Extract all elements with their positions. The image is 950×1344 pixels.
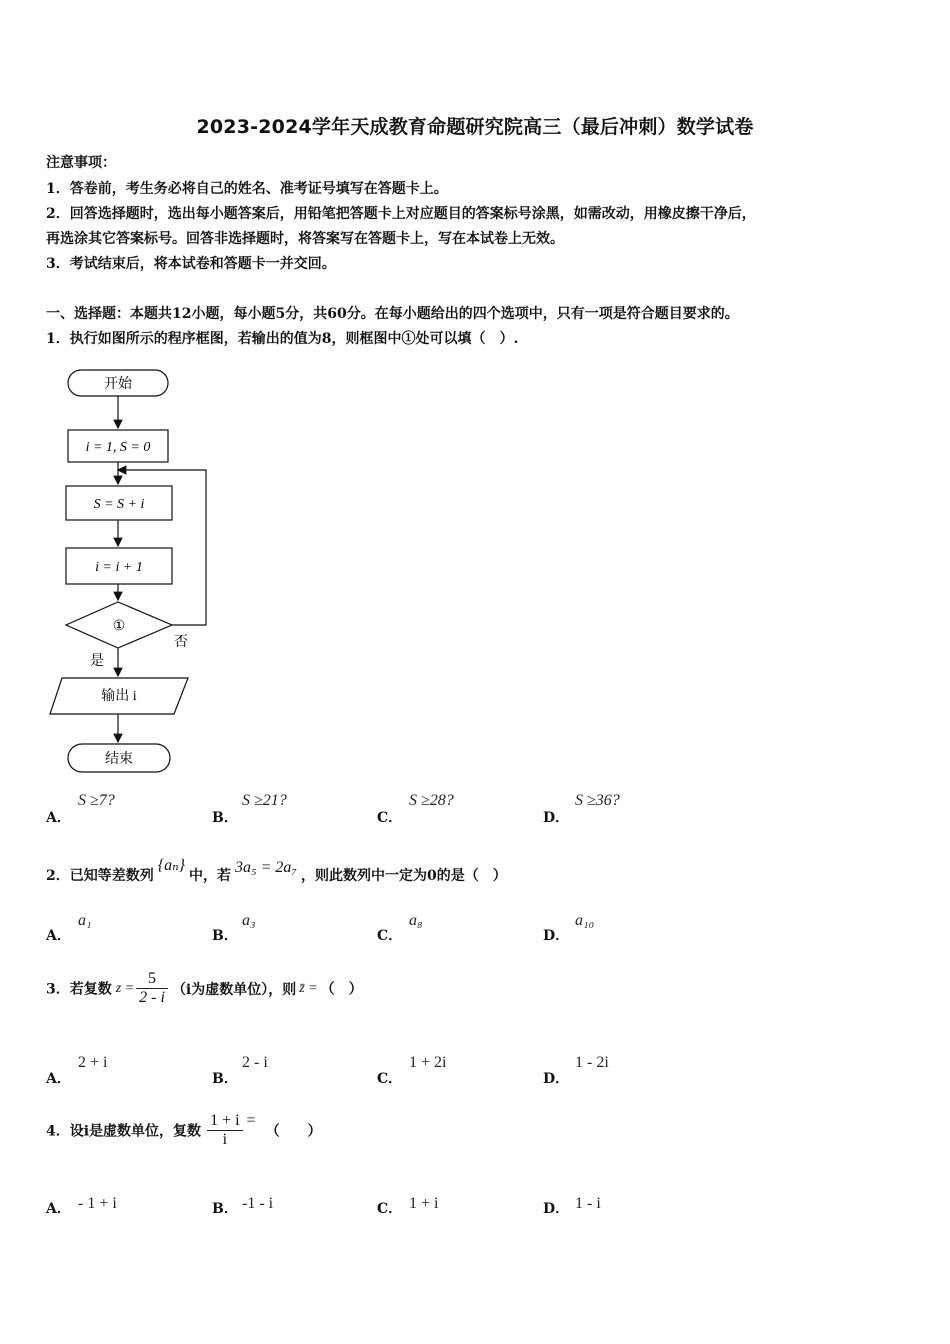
flow-step-sum-label: S = S + i <box>93 497 145 512</box>
flow-no-label: 否 <box>174 635 188 650</box>
q4-fraction: $\frac{1 + i}{i}$ <box>207 1112 242 1149</box>
q4-option-d-value: 1 - i <box>575 1195 601 1212</box>
q2-option-b-value: a₃ <box>242 912 256 929</box>
q4-option-b-label[interactable]: B． <box>212 1201 238 1217</box>
q1-option-c-value: S ≥28? <box>409 792 454 809</box>
q2-option-a-value: a₁ <box>78 912 92 929</box>
q4-option-b-value: -1 - i <box>242 1195 274 1212</box>
q4-option-c-label[interactable]: C． <box>377 1201 403 1217</box>
page-title: 2023-2024学年天成教育命题研究院高三（最后冲刺）数学试卷 <box>196 116 754 138</box>
notice-heading: 注意事项： <box>46 155 116 171</box>
flow-init-label: i = 1, S = 0 <box>85 440 151 455</box>
notice-item: 3．考试结束后，将本试卷和答题卡一并交回。 <box>46 256 336 272</box>
flow-end-label: 结束 <box>105 752 133 767</box>
notice-item: 1．答卷前，考生务必将自己的姓名、准考证号填写在答题卡上。 <box>46 181 448 197</box>
q3-option-c-label[interactable]: C． <box>377 1071 403 1087</box>
q3-option-b-label[interactable]: B． <box>212 1071 238 1087</box>
q3-option-a-label[interactable]: A． <box>46 1071 71 1087</box>
q2-option-d-value: a₁₀ <box>575 912 595 929</box>
flow-step-inc-label: i = i + 1 <box>95 560 143 575</box>
q3-option-b-value: 2 - i <box>242 1054 268 1071</box>
question-4-stem: 4．设i是虚数单位，复数 $\frac{1 + i}{i}$ =（ ） <box>46 1112 322 1148</box>
q2-option-d-label[interactable]: D． <box>543 928 570 944</box>
q1-option-c-label[interactable]: C． <box>377 810 403 826</box>
q4-option-a-value: - 1 + i <box>78 1195 117 1212</box>
q1-option-b-value: S ≥21? <box>242 792 287 809</box>
flow-start-label: 开始 <box>104 377 132 392</box>
notice-item: 2．回答选择题时，选出每小题答案后，用铅笔把答题卡上对应题目的答案标号涂黑，如需改动，用橡皮擦干净后， <box>46 206 756 222</box>
question-2-stem: 2．已知等差数列{aₙ}中，若 3a₅ = 2a₇ ，则此数列中一定为0的是（ ） <box>46 857 507 884</box>
q2-option-a-label[interactable]: A． <box>46 928 71 944</box>
q1-option-a-value: S ≥7? <box>78 792 115 809</box>
q3-option-a-value: 2 + i <box>78 1054 108 1071</box>
flow-yes-label: 是 <box>90 654 104 669</box>
q1-option-d-value: S ≥36? <box>575 792 620 809</box>
q3-option-c-value: 1 + 2i <box>409 1054 447 1071</box>
q4-option-a-label[interactable]: A． <box>46 1201 71 1217</box>
q1-option-d-label[interactable]: D． <box>543 810 570 826</box>
notice-item: 再选涂其它答案标号。回答非选择题时，将答案写在答题卡上，写在本试卷上无效。 <box>46 231 564 247</box>
q4-option-d-label[interactable]: D． <box>543 1201 570 1217</box>
flow-condition-label: ① <box>112 619 126 634</box>
section-heading: 一、选择题：本题共12小题，每小题5分，共60分。在每小题给出的四个选项中，只有一项是符合题目要求的。 <box>46 306 739 322</box>
q2-condition: 3a₅ = 2a₇ <box>235 859 297 876</box>
q3-zbar: z̄ = <box>299 980 318 996</box>
q2-option-b-label[interactable]: B． <box>212 928 238 944</box>
q4-option-c-value: 1 + i <box>409 1195 439 1212</box>
q1-option-b-label[interactable]: B． <box>212 810 238 826</box>
q2-option-c-label[interactable]: C． <box>377 928 403 944</box>
q3-option-d-label[interactable]: D． <box>543 1071 570 1087</box>
question-1-stem: 1．执行如图所示的程序框图，若输出的值为8，则框图中①处可以填（ ）. <box>46 331 519 347</box>
question-3-stem: 3．若复数 z = $\frac{5}{2 - i}$ （i为虚数单位），则 z̄ = （ ） <box>46 970 363 1006</box>
q2-option-c-value: a₈ <box>409 912 423 929</box>
q3-fraction: $\frac{5}{2 - i}$ <box>136 970 168 1007</box>
flow-output-label: 输出 i <box>101 689 137 704</box>
q1-option-a-label[interactable]: A． <box>46 810 71 826</box>
q3-z: z = <box>115 980 135 996</box>
q2-sequence: {aₙ} <box>157 857 186 874</box>
flowchart <box>46 360 286 780</box>
q3-option-d-value: 1 - 2i <box>575 1054 609 1071</box>
